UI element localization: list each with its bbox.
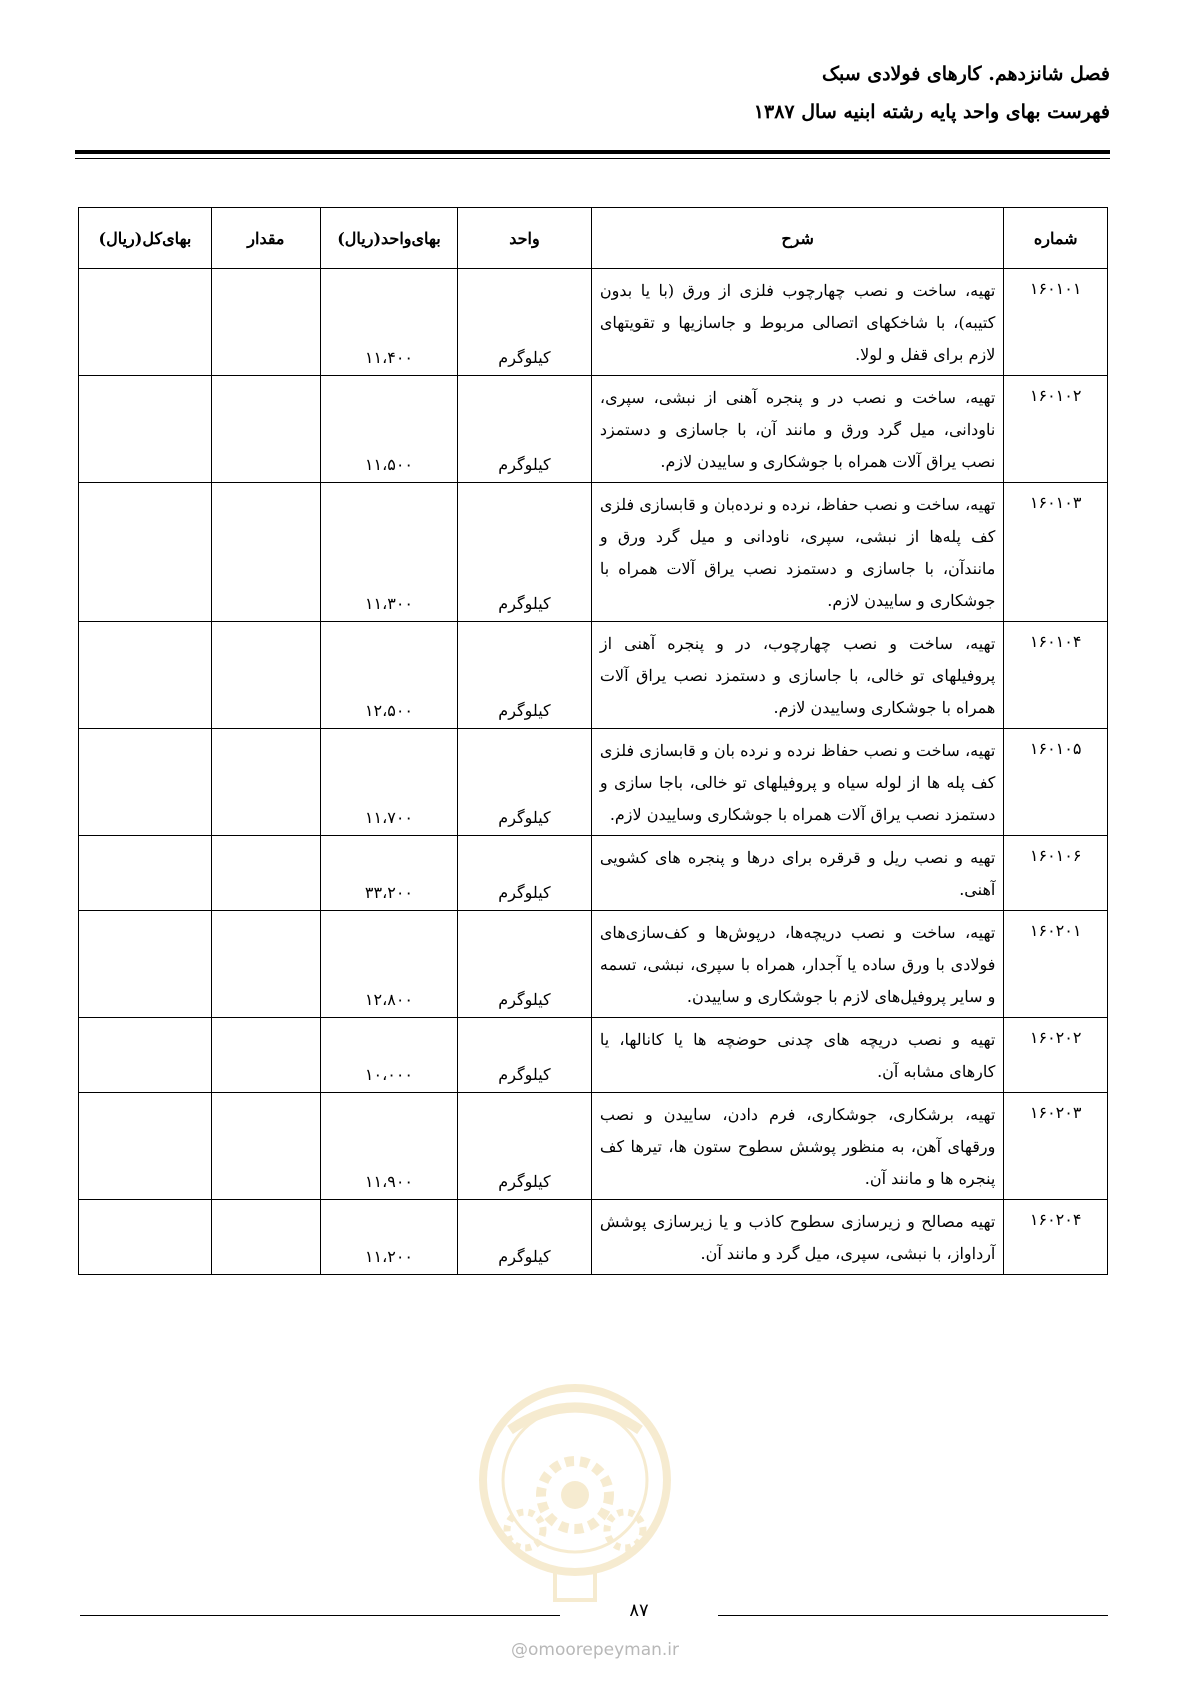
row-unit: کیلوگرم <box>458 269 592 376</box>
col-header-unit: واحد <box>458 208 592 269</box>
row-description: تهیه و نصب دریچه های چدنی حوضچه ها یا کانالها، یا کارهای مشابه آن. <box>591 1018 1003 1093</box>
row-unit-price: ۱۱،۳۰۰ <box>320 483 457 622</box>
row-total-price <box>79 1200 212 1275</box>
row-code: ۱۶۰۲۰۴ <box>1004 1200 1108 1275</box>
row-total-price <box>79 911 212 1018</box>
row-description: تهیه، برشکاری، جوشکاری، فرم دادن، ساییدن و نصب ورقهای آهن، به منظور پوشش سطوح ستون ها، تیرها کف پنجره ها و مانند آن. <box>591 1093 1003 1200</box>
table-row <box>79 622 1108 729</box>
row-quantity <box>211 483 320 622</box>
row-code: ۱۶۰۲۰۱ <box>1004 911 1108 1018</box>
row-quantity <box>211 836 320 911</box>
row-unit: کیلوگرم <box>458 1018 592 1093</box>
row-unit-price: ۱۱،۵۰۰ <box>320 376 457 483</box>
table-row <box>79 483 1108 622</box>
row-total-price <box>79 1093 212 1200</box>
row-unit: کیلوگرم <box>458 1093 592 1200</box>
row-total-price <box>79 836 212 911</box>
row-unit-price: ۱۱،۲۰۰ <box>320 1200 457 1275</box>
row-unit-price: ۱۲،۸۰۰ <box>320 911 457 1018</box>
row-quantity <box>211 1093 320 1200</box>
row-unit-price: ۱۱،۷۰۰ <box>320 729 457 836</box>
table-row <box>79 269 1108 376</box>
page-header <box>80 56 1110 130</box>
row-code: ۱۶۰۲۰۲ <box>1004 1018 1108 1093</box>
table-row <box>79 911 1108 1018</box>
row-quantity <box>211 376 320 483</box>
row-quantity <box>211 622 320 729</box>
seal-logo-icon <box>470 1370 680 1620</box>
row-code: ۱۶۰۱۰۵ <box>1004 729 1108 836</box>
chapter-title: فصل شانزدهم. کارهای فولادی سبک <box>821 63 1110 85</box>
col-header-unit-price: بهای‌واحد(ریال) <box>320 208 457 269</box>
row-description: تهیه، ساخت و نصب دریچه‌ها، درپوش‌ها و کف‌سازی‌های فولادی با ورق ساده یا آجدار، همراه با سپری، نبشی، تسمه و سایر پروفیل‌های لازم با جوشکاری و ساییدن. <box>591 911 1003 1018</box>
row-unit: کیلوگرم <box>458 1200 592 1275</box>
footer-divider-left <box>80 1615 560 1616</box>
list-title: فهرست بهای واحد پایه رشته ابنیه سال ۱۳۸۷ <box>753 101 1110 123</box>
table-row <box>79 376 1108 483</box>
table-row <box>79 1093 1108 1200</box>
row-unit: کیلوگرم <box>458 836 592 911</box>
col-header-description: شرح <box>591 208 1003 269</box>
row-total-price <box>79 483 212 622</box>
row-unit-price: ۳۳،۲۰۰ <box>320 836 457 911</box>
row-description: تهیه، ساخت و نصب چهارچوب فلزی از ورق (با یا بدون کتیبه)، با شاخکهای اتصالی مربوط و جاسازیها و تقویتهای لازم برای قفل و لولا. <box>591 269 1003 376</box>
row-code: ۱۶۰۱۰۴ <box>1004 622 1108 729</box>
row-unit-price: ۱۱،۴۰۰ <box>320 269 457 376</box>
row-total-price <box>79 729 212 836</box>
row-quantity <box>211 911 320 1018</box>
row-quantity <box>211 269 320 376</box>
row-description: تهیه، ساخت و نصب حفاظ نرده و نرده بان و قابسازی فلزی کف پله ها از لوله سیاه و پروفیلهای تو خالی، باجا سازی و دستمزد نصب یراق آلات همراه با جوشکاری وساییدن لازم. <box>591 729 1003 836</box>
row-total-price <box>79 269 212 376</box>
row-unit: کیلوگرم <box>458 729 592 836</box>
row-description: تهیه و نصب ریل و قرقره برای درها و پنجره های کشویی آهنی. <box>591 836 1003 911</box>
col-header-total-price: بهای‌کل(ریال) <box>79 208 212 269</box>
col-header-quantity: مقدار <box>211 208 320 269</box>
row-total-price <box>79 376 212 483</box>
row-description: تهیه، ساخت و نصب در و پنجره آهنی از نبشی، سپری، ناودانی، میل گرد ورق و مانند آن، با جاسازی و دستمزد نصب یراق آلات همراه با جوشکاری و ساییدن لازم. <box>591 376 1003 483</box>
row-total-price <box>79 1018 212 1093</box>
row-description: تهیه، ساخت و نصب چهارچوب، در و پنجره آهنی از پروفیلهای تو خالی، با جاسازی و دستمزد نصب یراق آلات همراه با جوشکاری وساییدن لازم. <box>591 622 1003 729</box>
table-row <box>79 836 1108 911</box>
row-unit-price: ۱۱،۹۰۰ <box>320 1093 457 1200</box>
header-divider-thin <box>75 158 1110 159</box>
site-watermark-text: @omoorepeyman.ir <box>510 1640 680 1660</box>
row-unit: کیلوگرم <box>458 911 592 1018</box>
row-description: تهیه، ساخت و نصب حفاظ، نرده و نرده‌بان و قابسازی فلزی کف پله‌ها از نبشی، سپری، ناودانی و میل گرد ورق و مانندآن، با جاسازی و دستمزد نصب یراق آلات همراه با جوشکاری و ساییدن لازم. <box>591 483 1003 622</box>
row-unit-price: ۱۰،۰۰۰ <box>320 1018 457 1093</box>
row-quantity <box>211 1018 320 1093</box>
table-row <box>79 729 1108 836</box>
col-header-code: شماره <box>1004 208 1108 269</box>
price-table <box>78 207 1108 1275</box>
row-total-price <box>79 622 212 729</box>
row-unit: کیلوگرم <box>458 483 592 622</box>
row-description: تهیه مصالح و زیرسازی سطوح کاذب و یا زیرسازی پوشش آرداواز، با نبشی، سپری، میل گرد و مانند آن. <box>591 1200 1003 1275</box>
table-row <box>79 1018 1108 1093</box>
row-quantity <box>211 729 320 836</box>
row-code: ۱۶۰۱۰۲ <box>1004 376 1108 483</box>
row-code: ۱۶۰۱۰۳ <box>1004 483 1108 622</box>
row-unit-price: ۱۲،۵۰۰ <box>320 622 457 729</box>
row-unit: کیلوگرم <box>458 376 592 483</box>
footer-divider-right <box>718 1615 1108 1616</box>
table-header-row <box>79 208 1108 269</box>
header-divider-thick <box>75 150 1110 154</box>
row-code: ۱۶۰۱۰۶ <box>1004 836 1108 911</box>
page-number: ۸۷ <box>629 1600 649 1621</box>
row-code: ۱۶۰۱۰۱ <box>1004 269 1108 376</box>
row-code: ۱۶۰۲۰۳ <box>1004 1093 1108 1200</box>
row-quantity <box>211 1200 320 1275</box>
table-row <box>79 1200 1108 1275</box>
row-unit: کیلوگرم <box>458 622 592 729</box>
